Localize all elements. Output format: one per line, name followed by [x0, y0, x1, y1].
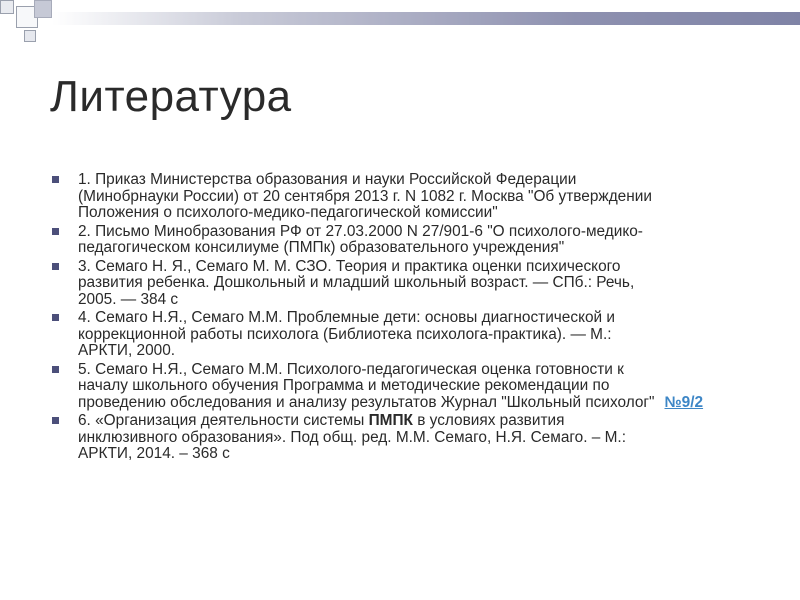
reference-line: коррекционной работы психолога (Библиотека психолога-практика). — М.: [78, 325, 612, 343]
decorative-square [24, 30, 36, 42]
reference-line: 5. Семаго Н.Я., Семаго М.М. Психолого-педагогическая оценка готовности к [78, 360, 624, 378]
reference-line: 4. Семаго Н.Я., Семаго М.М. Проблемные дети: основы диагностической и [78, 309, 616, 326]
reference-line: педагогическом консилиуме (ПМПк) образовательного учреждения" [78, 239, 565, 256]
bullet-icon [52, 176, 59, 183]
reference-item-6 [52, 413, 800, 463]
reference-line-bold: ПМПК [368, 412, 413, 429]
reference-item-5 [52, 362, 800, 412]
bullet-icon [52, 314, 59, 321]
reference-item-2 [52, 224, 800, 257]
reference-line: инклюзивного образования». Под общ. ред. М.М. Семаго, Н.Я. Семаго. – М.: [78, 428, 626, 446]
gradient-band [52, 12, 800, 25]
reference-line: развития ребенка. Дошкольный и младший школьный возраст. — СПб.: Речь, [78, 274, 635, 291]
reference-line: 2. Письмо Минобразования РФ от 27.03.2000 N 27/901-6 "О психолого-медико- [78, 222, 643, 240]
reference-item-1 [52, 172, 800, 222]
reference-item-3 [52, 259, 800, 309]
reference-line: Положения о психолого-медико-педагогической комиссии" [78, 204, 498, 221]
reference-line: АРКТИ, 2014. – 368 с [78, 445, 230, 462]
journal-issue-link[interactable]: №9/2 [664, 393, 704, 411]
bullet-icon [52, 417, 59, 424]
reference-line-text: проведению обследования и анализу результатов Журнал "Школьный психолог" [78, 393, 655, 411]
header-decoration [0, 0, 800, 30]
reference-item-4 [52, 310, 800, 360]
reference-list [52, 172, 800, 465]
slide-title: Литература [50, 72, 292, 121]
reference-line [78, 413, 800, 430]
reference-line: АРКТИ, 2000. [78, 342, 176, 359]
decorative-square [0, 0, 14, 14]
bullet-icon [52, 263, 59, 270]
reference-line-suffix: в условиях развития [412, 412, 565, 429]
bullet-icon [52, 228, 59, 235]
reference-line: 3. Семаго Н. Я., Семаго М. М. СЗО. Теория и практика оценки психического [78, 257, 621, 275]
reference-line: началу школьного обучения Программа и методические рекомендации по [78, 377, 610, 394]
reference-line [78, 395, 800, 412]
reference-line: (Минобрнауки России) от 20 сентября 2013 г. N 1082 г. Москва "Об утверждении [78, 187, 652, 205]
decorative-square [34, 0, 52, 18]
reference-line: 2005. — 384 с [78, 290, 179, 308]
reference-line-prefix: 6. «Организация деятельности системы [78, 412, 369, 429]
reference-line: 1. Приказ Министерства образования и науки Российской Федерации [78, 171, 577, 188]
bullet-icon [52, 366, 59, 373]
